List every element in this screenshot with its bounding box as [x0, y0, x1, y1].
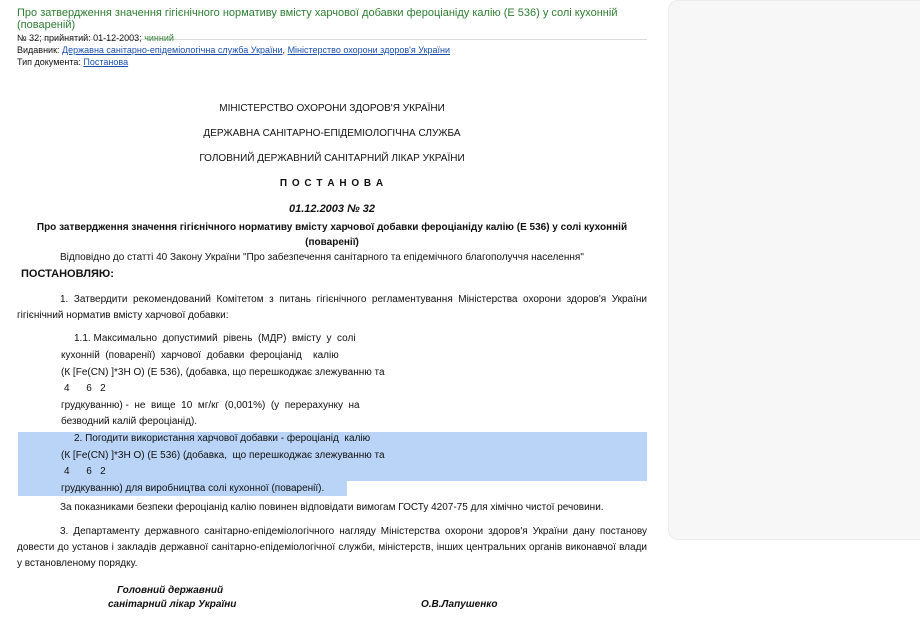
- publisher-link-sanservice[interactable]: Державна санітарно-епідеміологічна служба України: [62, 45, 283, 55]
- document-type-link[interactable]: Постанова: [83, 57, 129, 67]
- item-2-line-4: грудкуванню) для виробництва солі кухонної (поваренії).: [61, 483, 325, 494]
- item-1-1-line-3: (К [Fe(CN) ]*3Н О) (Е 536), (добавка, що перешкоджає злежуванню та: [61, 367, 385, 378]
- meta-publisher-label: Видавник:: [17, 45, 60, 55]
- meta-publisher-line: [17, 44, 450, 56]
- header-service: ДЕРЖАВНА САНІТАРНО-ЕПІДЕМІОЛОГІЧНА СЛУЖБА: [203, 128, 461, 139]
- meta-type-line: [17, 56, 450, 68]
- decree-subject: Про затвердження значення гігієнічного нормативу вмісту харчової добавки фероціаніду калію (Е 536) у солі кухонній (поваренії): [36, 222, 628, 248]
- header-decree-type: П О С Т А Н О В А: [279, 178, 385, 189]
- intro-paragraph: Відповідно до статті 40 Закону України "Про забезпечення санітарного та епідемічного благополуччя населення": [60, 252, 584, 263]
- meta-type-label: Тип документа:: [17, 57, 81, 67]
- header-ministry: МІНІСТЕРСТВО ОХОРОНИ ЗДОРОВ'Я УКРАЇНИ: [219, 103, 445, 114]
- item-1-1-line-1: 1.1. Максимально допустимий рівень (МДР) вмісту у солі: [74, 333, 356, 344]
- safety-paragraph: За показниками безпеки фероціанід калію повинен відповідати вимогам ГОСТу 4207-75 для хімічно чистої речовини.: [60, 502, 604, 513]
- meta-number: № 32; прийнятий: 01-12-2003;: [17, 33, 142, 43]
- decree-word: ПОСТАНОВЛЯЮ:: [21, 268, 114, 280]
- side-panel: [668, 0, 920, 540]
- document-meta: [17, 32, 450, 68]
- document-title: Про затвердження значення гігієнічного нормативу вмісту харчової добавки фероціаніду калію (Е 536) у солі кухонній (повареній): [17, 7, 647, 40]
- publisher-link-moz[interactable]: Міністерство охорони здоров'я України: [287, 45, 451, 55]
- meta-separator: ,: [282, 45, 286, 55]
- decree-date-number: 01.12.2003 № 32: [288, 203, 375, 215]
- item-2-line-1: 2. Погодити використання харчової добавки - фероціанід калію: [74, 433, 371, 444]
- item-2-subscript: 4 6 2: [64, 466, 106, 477]
- meta-status: чинний: [144, 33, 174, 43]
- meta-number-line: [17, 32, 450, 44]
- signature-title-line-1: Головний державний: [117, 585, 224, 596]
- item-3: 3. Департаменту державного санітарно-епідеміологічного нагляду Міністерства охорони здоров'я України дану постанову довести до установ і закладів державної санітарно-епідеміологічної служби, міністерств, інших центральних органів виконавчої влади у встановленому порядку.: [17, 526, 647, 569]
- item-1: 1. Затвердити рекомендований Комітетом з питань гігієнічного регламентування Міністерства охорони здоров'я України гігієнічний норматив вмісту харчової добавки:: [17, 294, 647, 321]
- signature-name: О.В.Лапушенко: [421, 599, 498, 610]
- item-1-1-line-6: безводний калій фероціанід).: [61, 416, 198, 427]
- header-chief: ГОЛОВНИЙ ДЕРЖАВНИЙ САНІТАРНИЙ ЛІКАР УКРАЇНИ: [199, 153, 465, 164]
- item-1-1-line-2: кухонній (поваренії) харчової добавки фероціанід калію: [61, 350, 339, 361]
- item-1-1-subscript: 4 6 2: [64, 383, 106, 394]
- item-1-1-line-5: грудкуванню) - не вище 10 мг/кг (0,001%) (у перерахунку на: [61, 400, 360, 411]
- signature-title-line-2: санітарний лікар України: [108, 599, 237, 610]
- item-2-line-2: (К [Fe(CN) ]*3Н О) (Е 536) (добавка, що перешкоджає злежуванню та: [61, 450, 385, 461]
